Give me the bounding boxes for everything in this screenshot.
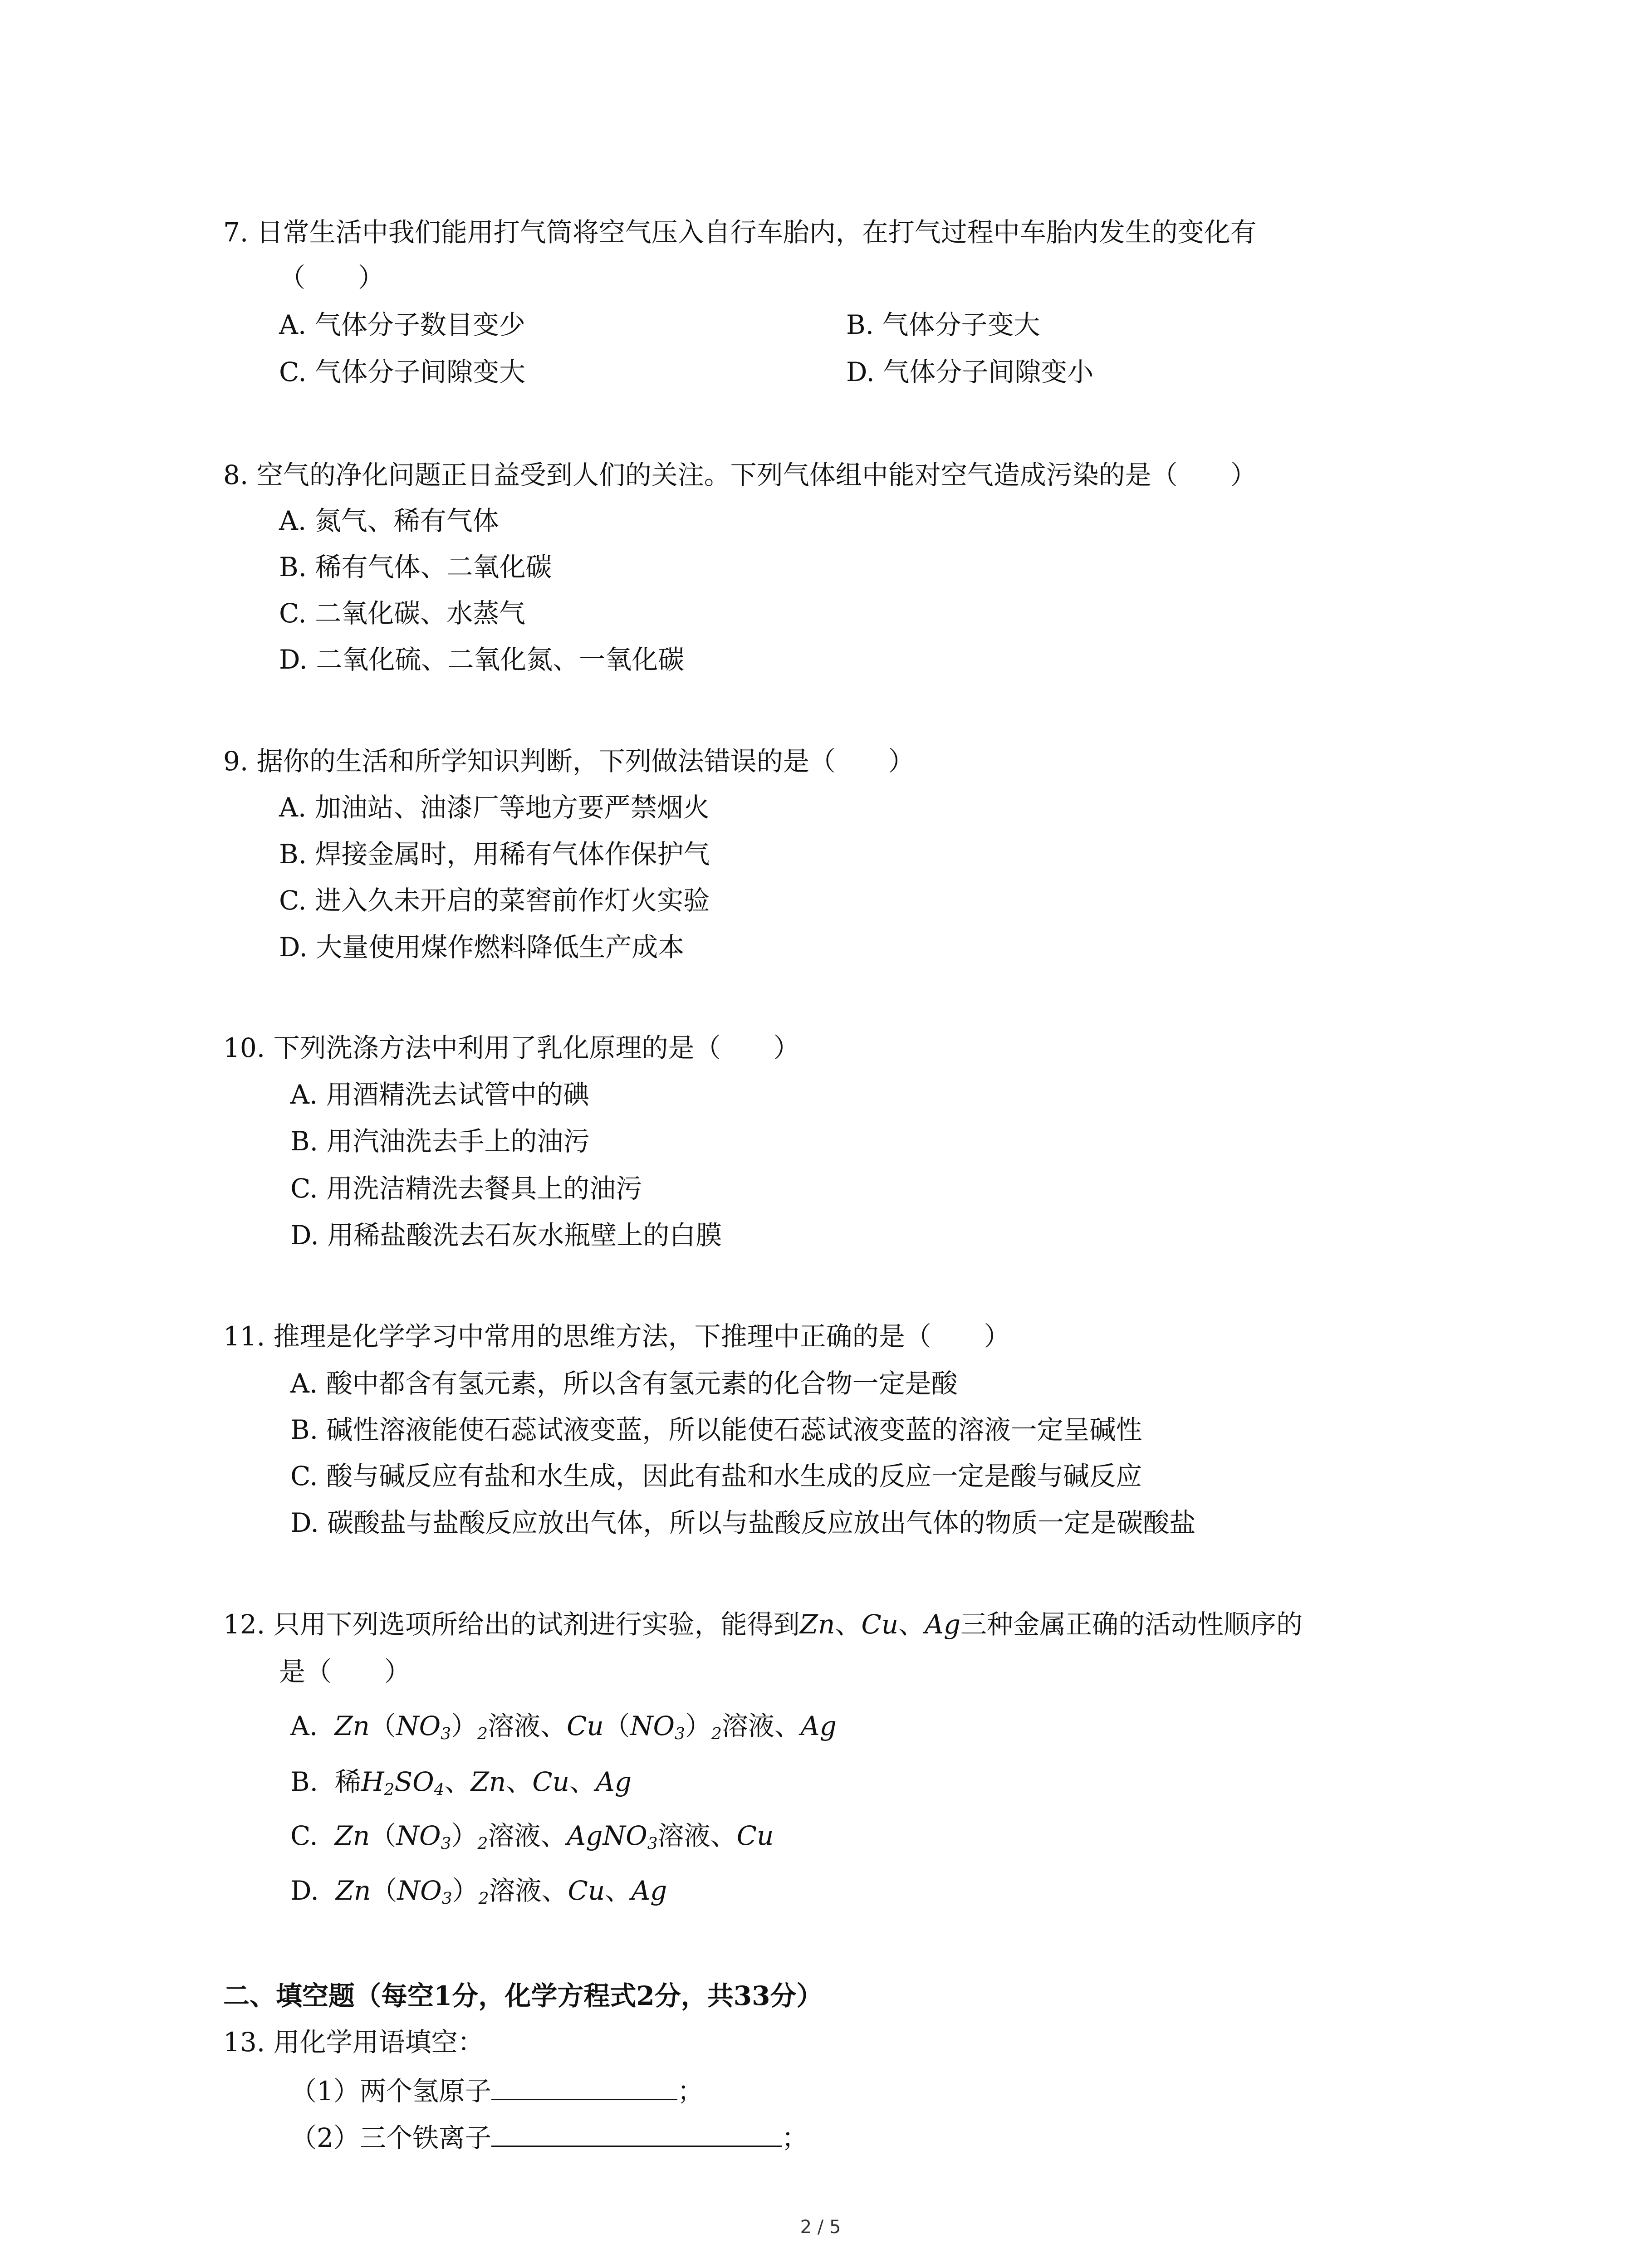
q7-option-c: C. 气体分子间隙变大	[279, 357, 526, 387]
q7-stem: 7. 日常生活中我们能用打气筒将空气压入自行车胎内，在打气过程中车胎内发生的变化有	[223, 217, 1257, 248]
q11-stem: 11. 推理是化学学习中常用的思维方法，下推理中正确的是（ ）	[223, 1321, 1010, 1352]
q11-option-a: A. 酸中都含有氢元素，所以含有氢元素的化合物一定是酸	[290, 1368, 958, 1399]
q9-option-b: B. 焊接金属时，用稀有气体作保护气	[279, 839, 710, 870]
q10-option-b: B. 用汽油洗去手上的油污	[290, 1126, 590, 1157]
q8-option-b: B. 稀有气体、二氧化碳	[279, 552, 552, 582]
q7-option-b: B. 气体分子变大	[846, 309, 1040, 340]
q12-option-c: C. $Zn(NO_3)_2$溶液、AgNO$_3$溶液、Cu	[290, 1820, 774, 1853]
q12-stem: 12. 只用下列选项所给出的试剂进行实验，能得到Zn、Cu、Ag三种金属正确的活动性顺序的	[223, 1609, 1303, 1640]
q12-option-a: A. $Zn(NO_3)_2$溶液、$Cu(NO_3)_2$溶液、Ag	[290, 1711, 837, 1743]
q13-sub2: （2）三个铁离子 ；	[290, 2122, 808, 2153]
q12-option-d: D. $Zn(NO_3)_2$溶液、Cu、Ag	[290, 1875, 667, 1908]
page-number: 2 / 5	[800, 2217, 841, 2238]
q11-option-b: B. 碱性溶液能使石蕊试液变蓝，所以能使石蕊试液变蓝的溶液一定呈碱性	[290, 1414, 1142, 1445]
q10-option-c: C. 用洗洁精洗去餐具上的油污	[290, 1173, 642, 1204]
section-2-title: 二、填空题（每空1分，化学方程式2分，共33分）	[223, 1980, 823, 2011]
q13-sub1: （1）两个氢原子 ；	[290, 2076, 704, 2107]
q9-option-c: C. 进入久未开启的菜窖前作灯火实验	[279, 885, 710, 916]
q10-option-a: A. 用酒精洗去试管中的碘	[290, 1079, 589, 1110]
q9-option-a: A. 加油站、油漆厂等地方要严禁烟火	[279, 792, 710, 823]
q7-option-a: A. 气体分子数目变少	[279, 309, 525, 340]
q8-stem: 8. 空气的净化问题正日益受到人们的关注。下列气体组中能对空气造成污染的是（ ）	[223, 459, 1257, 490]
q7-option-d: D. 气体分子间隙变小	[846, 357, 1094, 387]
q9-option-d: D. 大量使用煤作燃料降低生产成本	[279, 932, 685, 963]
q12-stem-continued: 是（ ）	[279, 1656, 411, 1687]
q11-option-d: D. 碳酸盐与盐酸反应放出气体，所以与盐酸反应放出气体的物质一定是碳酸盐	[290, 1507, 1196, 1538]
q8-option-c: C. 二氧化碳、水蒸气	[279, 598, 526, 629]
q10-option-d: D. 用稀盐酸洗去石灰水瓶壁上的白膜	[290, 1220, 722, 1251]
q13-sub2-blank[interactable]	[491, 2123, 782, 2147]
q13-stem: 13. 用化学用语填空：	[223, 2027, 484, 2058]
q12-option-b: B. 稀$H_2SO_4$、Zn、Cu、Ag	[290, 1766, 632, 1799]
q9-stem: 9. 据你的生活和所学知识判断，下列做法错误的是（ ）	[223, 746, 915, 777]
q11-option-c: C. 酸与碱反应有盐和水生成，因此有盐和水生成的反应一定是酸与碱反应	[290, 1461, 1142, 1491]
q10-stem: 10. 下列洗涤方法中利用了乳化原理的是（ ）	[223, 1032, 800, 1063]
q7-paren: （ ）	[279, 262, 385, 293]
q13-sub1-blank[interactable]	[491, 2076, 677, 2100]
q8-option-d: D. 二氧化硫、二氧化氮、一氧化碳	[279, 644, 685, 675]
q8-option-a: A. 氮气、稀有气体	[279, 505, 499, 536]
